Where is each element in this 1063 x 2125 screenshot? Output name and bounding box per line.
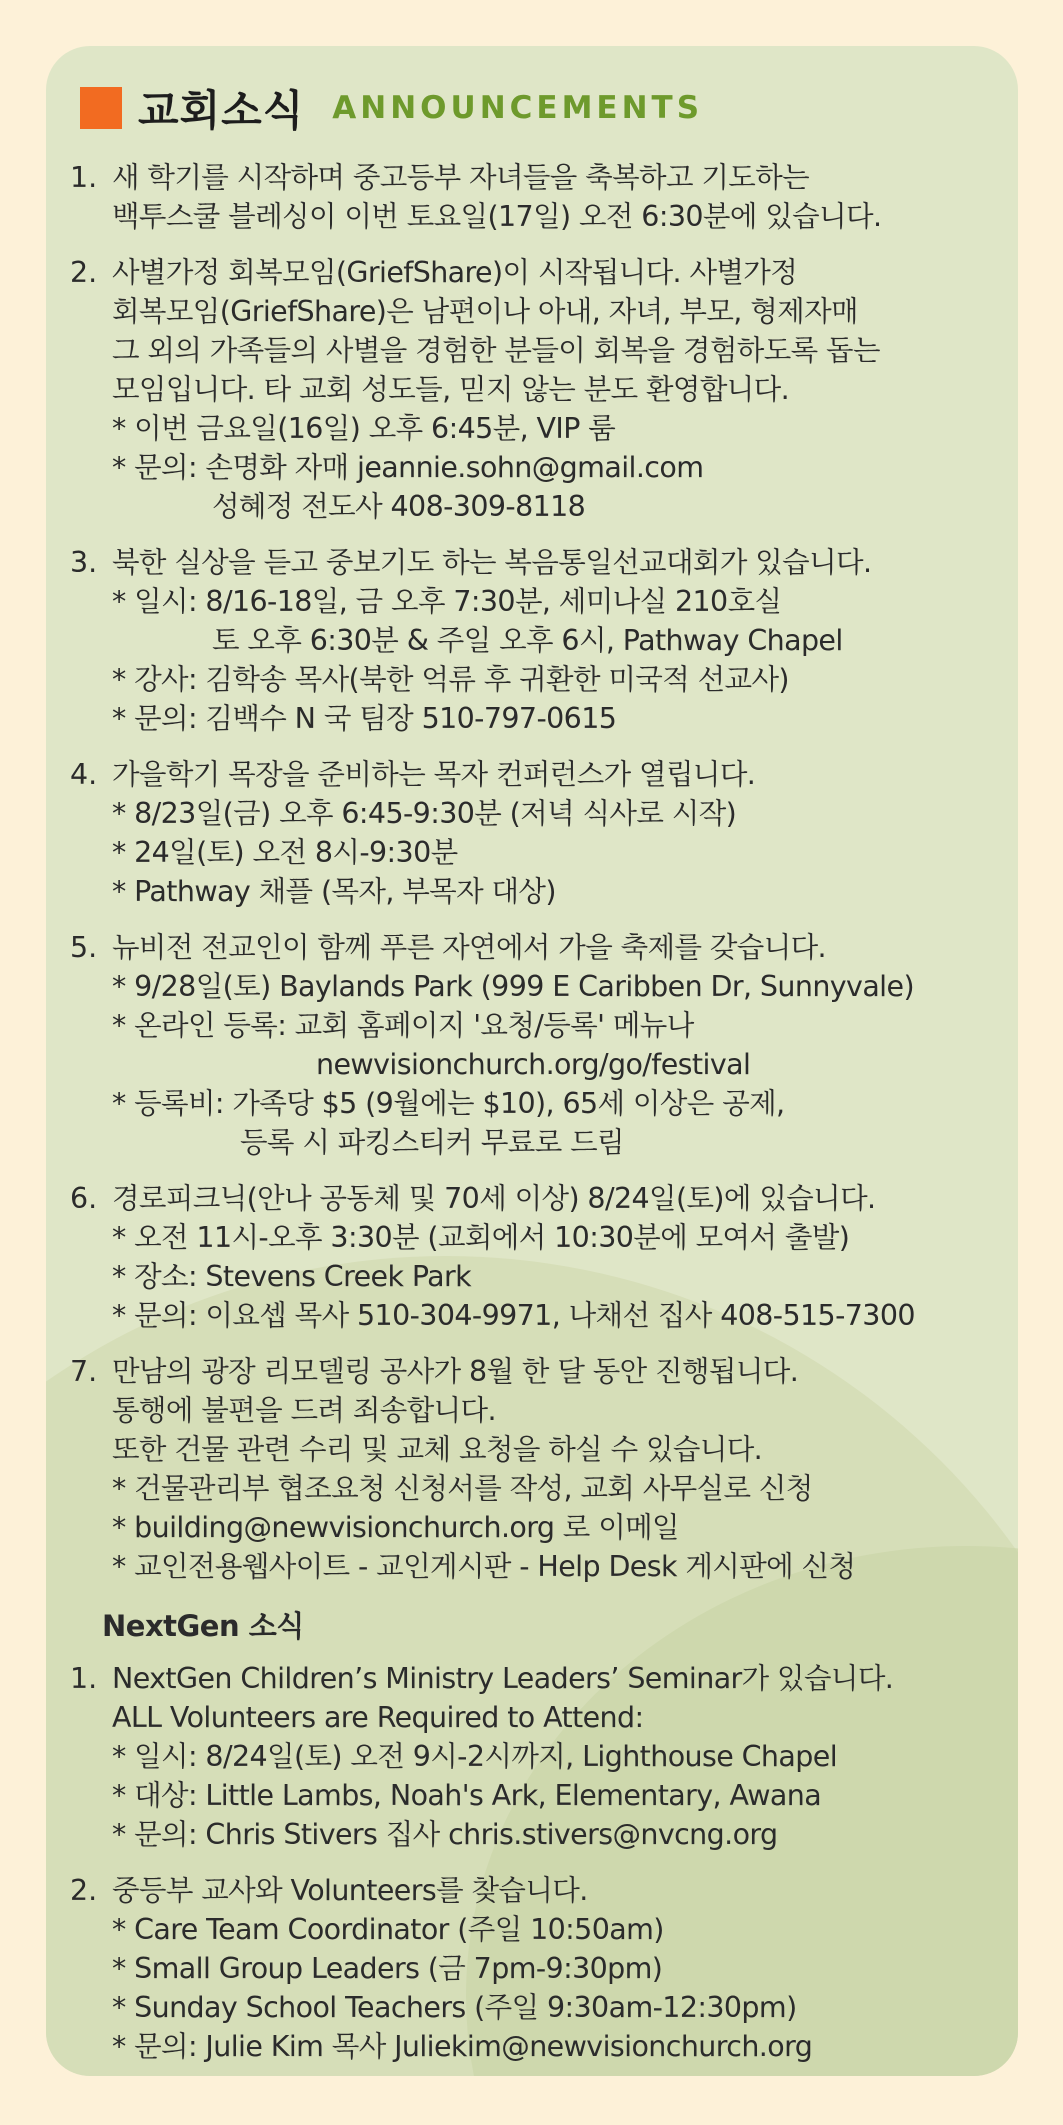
- item-line: 회복모임(GriefShare)은 남편이나 아내, 자녀, 부모, 형제자매: [112, 295, 858, 328]
- item-line: 뉴비전 전교인이 함께 푸른 자연에서 가을 축제를 갖습니다.: [112, 931, 827, 964]
- item-line: * 9/28일(토) Baylands Park (999 E Caribben Dr, Sunnyvale): [112, 970, 914, 1003]
- announcement-item: [70, 1179, 1000, 1335]
- item-line: * 오전 11시-오후 3:30분 (교회에서 10:30분에 모여서 출발): [112, 1221, 850, 1254]
- item-line: 통행에 불편을 드려 죄송합니다.: [112, 1394, 496, 1427]
- item-line: * 문의: Julie Kim 목사 Juliekim@newvisionchurch.org: [112, 2030, 813, 2063]
- item-line: 새 학기를 시작하며 중고등부 자녀들을 축복하고 기도하는: [112, 161, 810, 194]
- item-line: * 문의: 김백수 N 국 팀장 510-797-0615: [112, 702, 617, 735]
- item-line: * 건물관리부 협조요청 신청서를 작성, 교회 사무실로 신청: [112, 1472, 813, 1505]
- item-number: 2.: [70, 1874, 98, 1907]
- item-number: 1.: [70, 161, 98, 194]
- announcement-item: [70, 158, 1000, 236]
- orange-square-icon: [80, 87, 122, 129]
- nextgen-item: [70, 1871, 1000, 2066]
- item-line: * Care Team Coordinator (주일 10:50am): [112, 1913, 664, 1946]
- item-line: * 일시: 8/24일(토) 오전 9시-2시까지, Lighthouse Chapel: [112, 1740, 838, 1773]
- item-number: 1.: [70, 1662, 98, 1695]
- announcement-item: [70, 755, 1000, 911]
- item-number: 6.: [70, 1182, 98, 1215]
- announcement-item: [70, 253, 1000, 526]
- announcements-header: [80, 78, 703, 138]
- item-line: 중등부 교사와 Volunteers를 찾습니다.: [112, 1874, 588, 1907]
- title-korean: 교회소식: [138, 86, 305, 135]
- item-number: 3.: [70, 546, 98, 579]
- item-line: * 이번 금요일(16일) 오후 6:45분, VIP 룸: [112, 412, 616, 445]
- item-line: * 장소: Stevens Creek Park: [112, 1260, 472, 1293]
- item-line: 토 오후 6:30분 & 주일 오후 6시, Pathway Chapel: [212, 624, 843, 657]
- announcement-list: [70, 158, 1000, 2076]
- item-line: 경로피크닉(안나 공동체 및 70세 이상) 8/24일(토)에 있습니다.: [112, 1182, 876, 1215]
- item-line: * 강사: 김학송 목사(북한 억류 후 귀환한 미국적 선교사): [112, 663, 789, 696]
- item-line: 사별가정 회복모임(GriefShare)이 시작됩니다. 사별가정: [112, 256, 798, 289]
- announcement-item: [70, 543, 1000, 738]
- item-line: * 문의: 손명화 자매 jeannie.sohn@gmail.com: [112, 451, 704, 484]
- item-line: * Sunday School Teachers (주일 9:30am-12:30pm): [112, 1991, 797, 2024]
- item-line: ALL Volunteers are Required to Attend:: [112, 1701, 644, 1734]
- item-line: * Small Group Leaders (금 7pm-9:30pm): [112, 1952, 663, 1985]
- announcement-item: [70, 928, 1000, 1162]
- item-line: * 대상: Little Lambs, Noah's Ark, Elementary, Awana: [112, 1779, 822, 1812]
- item-number: 2.: [70, 256, 98, 289]
- title-english: ANNOUNCEMENTS: [332, 90, 704, 126]
- item-line: * 문의: Chris Stivers 집사 chris.stivers@nvcng.org: [112, 1818, 778, 1851]
- announcement-item: [70, 1352, 1000, 1586]
- item-number: 4.: [70, 758, 98, 791]
- item-line: 성혜정 전도사 408-309-8118: [212, 490, 586, 523]
- item-line: 만남의 광장 리모델링 공사가 8월 한 달 동안 진행됩니다.: [112, 1355, 799, 1388]
- item-line: 또한 건물 관련 수리 및 교체 요청을 하실 수 있습니다.: [112, 1433, 763, 1466]
- nextgen-section-title: NextGen 소식: [102, 1609, 304, 1643]
- item-line: * building@newvisionchurch.org 로 이메일: [112, 1511, 679, 1544]
- item-line: * 문의: 이요셉 목사 510-304-9971, 나채선 집사 408-515-7300: [112, 1299, 915, 1332]
- item-line: NextGen Children’s Ministry Leaders’ Seminar가 있습니다.: [112, 1662, 894, 1695]
- announcements-panel: [46, 46, 1018, 2076]
- item-line: * 온라인 등록: 교회 홈페이지 '요청/등록' 메뉴나: [112, 1009, 694, 1042]
- item-line: * 등록비: 가족당 $5 (9월에는 $10), 65세 이상은 공제,: [112, 1087, 785, 1120]
- item-line: 모임입니다. 타 교회 성도들, 믿지 않는 분도 환영합니다.: [112, 373, 790, 406]
- nextgen-item: [70, 1659, 1000, 1854]
- item-line: * 24일(토) 오전 8시-9:30분: [112, 836, 458, 869]
- item-number: 7.: [70, 1355, 98, 1388]
- item-line: 그 외의 가족들의 사별을 경험한 분들이 회복을 경험하도록 돕는: [112, 334, 880, 367]
- item-line: newvisionchurch.org/go/festival: [316, 1048, 751, 1081]
- item-line: 백투스쿨 블레싱이 이번 토요일(17일) 오전 6:30분에 있습니다.: [112, 200, 882, 233]
- item-line: 등록 시 파킹스티커 무료로 드림: [240, 1126, 624, 1159]
- item-line: * 일시: 8/16-18일, 금 오후 7:30분, 세미나실 210호실: [112, 585, 782, 618]
- item-line: * 교인전용웹사이트 - 교인게시판 - Help Desk 게시판에 신청: [112, 1550, 856, 1583]
- item-line: * Pathway 채플 (목자, 부목자 대상): [112, 875, 556, 908]
- item-line: 북한 실상을 듣고 중보기도 하는 복음통일선교대회가 있습니다.: [112, 546, 872, 579]
- item-line: * 8/23일(금) 오후 6:45-9:30분 (저녁 식사로 시작): [112, 797, 737, 830]
- item-number: 5.: [70, 931, 98, 964]
- item-line: 가을학기 목장을 준비하는 목자 컨퍼런스가 열립니다.: [112, 758, 756, 791]
